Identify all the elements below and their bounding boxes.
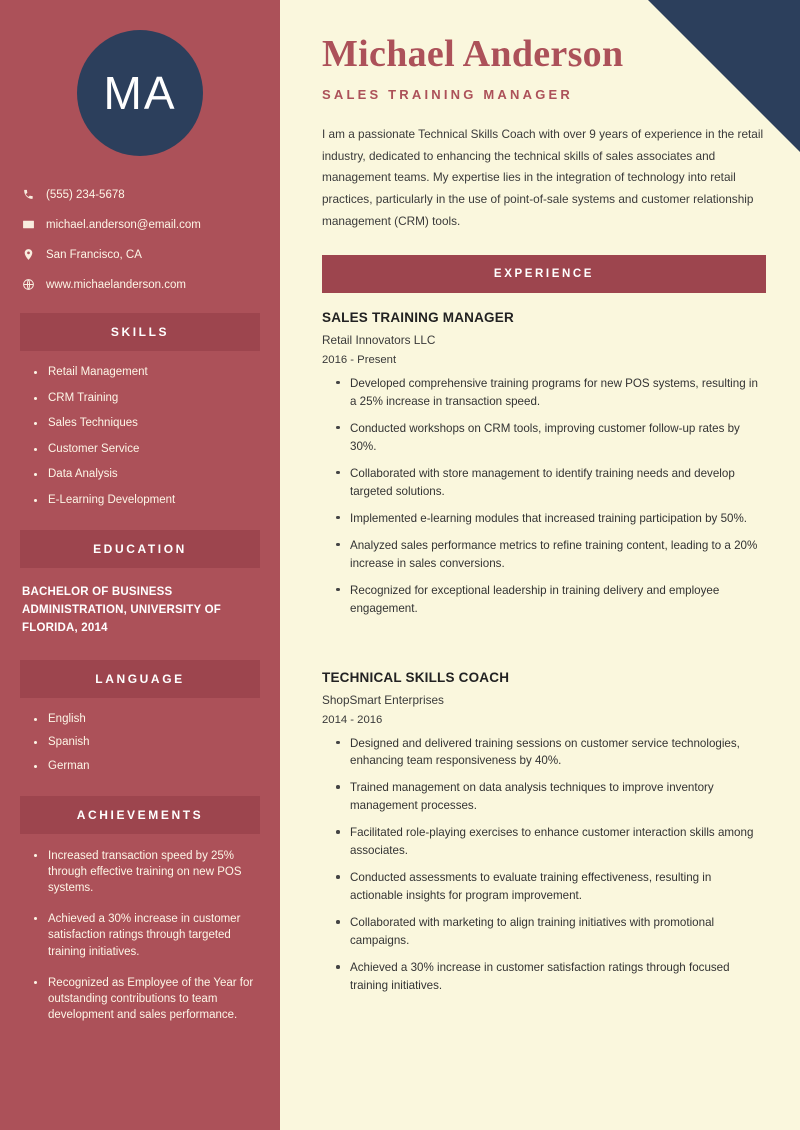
contact-value-email: michael.anderson@email.com bbox=[46, 218, 201, 231]
profile-summary: I am a passionate Technical Skills Coach with over 9 years of experience in the retail industry, dedicated to enhancing the technical skills of sales associates and management teams. My expertise lies in the integration of technology into retail practices, particularly in the use of point-of-sale systems and customer relationship management (CRM) tools. bbox=[322, 126, 764, 229]
contact-item-phone[interactable] bbox=[22, 188, 260, 201]
main-content bbox=[288, 0, 800, 1130]
list-item: E-Learning Development bbox=[34, 493, 260, 509]
job-title: SALES TRAINING MANAGER bbox=[322, 309, 514, 325]
contact-value-phone: (555) 234-5678 bbox=[46, 188, 125, 201]
list-item: Sales Techniques bbox=[34, 416, 260, 432]
job-company: ShopSmart Enterprises bbox=[322, 692, 444, 707]
job-dates: 2016 - Present bbox=[322, 353, 397, 366]
list-item: German bbox=[34, 759, 260, 775]
list-item: Increased transaction speed by 25% through effective training on new POS systems. bbox=[34, 848, 260, 896]
sidebar-heading-skills: SKILLS bbox=[20, 313, 260, 351]
globe-icon bbox=[22, 278, 46, 291]
experience-entry-2 bbox=[322, 670, 766, 996]
contact-value-website: www.michaelanderson.com bbox=[46, 278, 186, 291]
skills-list bbox=[20, 365, 260, 508]
job-dates: 2014 - 2016 bbox=[322, 713, 383, 726]
job-bullets bbox=[322, 735, 766, 996]
email-icon bbox=[22, 218, 46, 231]
sidebar-heading-language: LANGUAGE bbox=[20, 660, 260, 698]
contact-item-website[interactable] bbox=[22, 278, 260, 291]
location-icon bbox=[22, 248, 46, 261]
contact-item-location[interactable] bbox=[22, 248, 260, 261]
list-item: CRM Training bbox=[34, 391, 260, 407]
list-item: Facilitated role-playing exercises to enhance customer interaction skills among associates. bbox=[336, 824, 766, 860]
sidebar-heading-achievements: ACHIEVEMENTS bbox=[20, 796, 260, 834]
avatar-wrap bbox=[20, 0, 260, 156]
language-list bbox=[20, 712, 260, 775]
job-title: TECHNICAL SKILLS COACH bbox=[322, 669, 510, 685]
list-item: Developed comprehensive training programs for new POS systems, resulting in a 25% increase in transaction speed. bbox=[336, 375, 766, 411]
job-bullets bbox=[322, 375, 766, 618]
experience-entry-1 bbox=[322, 310, 766, 618]
section-heading-experience: EXPERIENCE bbox=[322, 255, 766, 293]
list-item: Achieved a 30% increase in customer satisfaction ratings through focused training initiatives. bbox=[336, 959, 766, 995]
list-item: Conducted assessments to evaluate training effectiveness, resulting in actionable insights for program improvement. bbox=[336, 869, 766, 905]
sidebar-heading-education: EDUCATION bbox=[20, 530, 260, 568]
phone-icon bbox=[22, 188, 46, 201]
list-item: English bbox=[34, 712, 260, 728]
list-item: Recognized as Employee of the Year for outstanding contributions to team development and sales performance. bbox=[34, 975, 260, 1023]
list-item: Designed and delivered training sessions on customer service technologies, enhancing team responsiveness by 40%. bbox=[336, 735, 766, 771]
contact-item-email[interactable] bbox=[22, 218, 260, 231]
page-title: Michael Anderson bbox=[322, 33, 624, 75]
list-item: Customer Service bbox=[34, 442, 260, 458]
corner-decoration bbox=[648, 0, 800, 152]
avatar: MA bbox=[77, 30, 203, 156]
list-item: Spanish bbox=[34, 735, 260, 751]
list-item: Recognized for exceptional leadership in training delivery and employee engagement. bbox=[336, 582, 766, 618]
list-item: Analyzed sales performance metrics to refine training content, leading to a 20% increase in sales conversions. bbox=[336, 537, 766, 573]
contact-list bbox=[20, 188, 260, 291]
section-spacer bbox=[322, 627, 766, 653]
job-role-subtitle: SALES TRAINING MANAGER bbox=[322, 86, 573, 102]
job-company: Retail Innovators LLC bbox=[322, 332, 436, 347]
list-item: Collaborated with store management to identify training needs and develop targeted solutions. bbox=[336, 465, 766, 501]
contact-value-location: San Francisco, CA bbox=[46, 248, 142, 261]
sidebar bbox=[0, 0, 280, 1130]
list-item: Collaborated with marketing to align training initiatives with promotional campaigns. bbox=[336, 914, 766, 950]
sidebar-divider bbox=[280, 0, 288, 1130]
achievements-list bbox=[20, 848, 260, 1023]
list-item: Data Analysis bbox=[34, 467, 260, 483]
list-item: Achieved a 30% increase in customer satisfaction ratings through targeted training initiatives. bbox=[34, 911, 260, 959]
education-text: BACHELOR OF BUSINESS ADMINISTRATION, UNIVERSITY OF FLORIDA, 2014 bbox=[22, 586, 221, 634]
list-item: Retail Management bbox=[34, 365, 260, 381]
list-item: Conducted workshops on CRM tools, improving customer follow-up rates by 30%. bbox=[336, 420, 766, 456]
list-item: Trained management on data analysis techniques to improve inventory management processes. bbox=[336, 779, 766, 815]
list-item: Implemented e-learning modules that increased training participation by 50%. bbox=[336, 510, 766, 528]
